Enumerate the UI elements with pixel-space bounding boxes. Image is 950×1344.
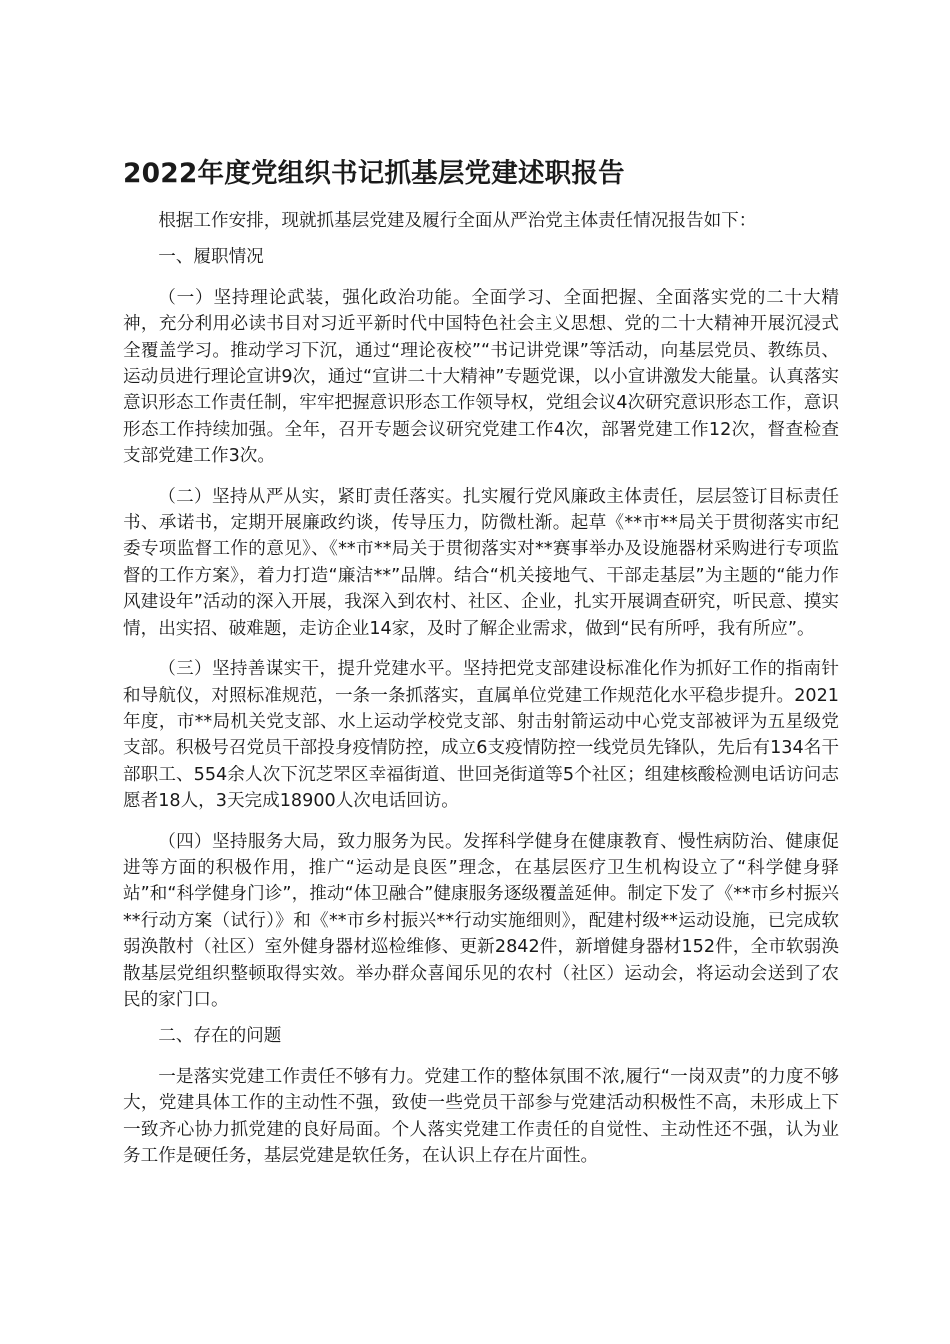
paragraph-discipline: （二）坚持从严从实，紧盯责任落实。扎实履行党风廉政主体责任，层层签订目标责任书、承诺书，定期开展廉政约谈，传导压力，防微杜渐。起草《**市**局关于贯彻落实市纪委专项监督工作的意见》、《**市**局关于贯彻落实对**赛事举办及设施器材采购进行专项监督的工作方案》，着力打造“廉洁**”品牌。结合“机关接地气、干部走基层”为主题的“能力作风建设年”活动的深入开展，我深入到农村、社区、企业，扎实开展调查研究，听民意、摸实情，出实招、破难题，走访企业14家，及时了解企业需求，做到“民有所呼，我有所应”。 (123, 486, 839, 639)
paragraph-problem-one: 一是落实党建工作责任不够有力。党建工作的整体氛围不浓,履行“一岗双责”的力度不够大，党建具体工作的主动性不强，致使一些党员干部参与党建活动积极性不高，未形成上下一致齐心协力抓党建的良好局面。个人落实党建工作责任的自觉性、主动性还不强，认为业务工作是硬任务，基层党建是软任务，在认识上存在片面性。 (123, 1066, 839, 1166)
paragraph-party-building: （三）坚持善谋实干，提升党建水平。坚持把党支部建设标准化作为抓好工作的指南针和导航仪，对照标准规范，一条一条抓落实，直属单位党建工作规范化水平稳步提升。2021年度，市**局机关党支部、水上运动学校党支部、射击射箭运动中心党支部被评为五星级党支部。积极号召党员干部投身疫情防控，成立6支疫情防控一线党员先锋队，先后有134名干部职工、554余人次下沉芝罘区幸福街道、世回尧街道等5个社区；组建核酸检测电话访问志愿者18人，3天完成18900人次电话回访。 (123, 659, 839, 812)
paragraph-theory: （一）坚持理论武装，强化政治功能。全面学习、全面把握、全面落实党的二十大精神，充分利用必读书目对习近平新时代中国特色社会主义思想、党的二十大精神开展沉浸式全覆盖学习。推动学习下沉，通过“理论夜校”“书记讲党课”等活动，向基层党员、教练员、运动员进行理论宣讲9次，通过“宣讲二十大精神”专题党课，以小宣讲激发大能量。认真落实意识形态工作责任制，牢牢把握意识形态工作领导权，党组会议4次研究意识形态工作，意识形态工作持续加强。全年，召开专题会议研究党建工作4次，部署党建工作12次，督查检查支部党建工作3次。 (123, 287, 839, 467)
section-heading-duties: 一、履职情况 (158, 247, 264, 268)
section-heading-problems: 二、存在的问题 (158, 1026, 282, 1047)
paragraph-service: （四）坚持服务大局，致力服务为民。发挥科学健身在健康教育、慢性病防治、健康促进等方面的积极作用，推广“运动是良医”理念，在基层医疗卫生机构设立了“科学健身驿站”和“科学健身门诊”，推动“体卫融合”健康服务逐级覆盖延伸。制定下发了《**市乡村振兴**行动方案（试行）》和《**市乡村振兴**行动实施细则》，配建村级**运动设施，已完成软弱涣散村（社区）室外健身器材巡检维修、更新2842件，新增健身器材152件，全市软弱涣散基层党组织整顿取得实效。举办群众喜闻乐见的农村（社区）运动会，将运动会送到了农民的家门口。 (123, 831, 839, 1010)
intro-paragraph: 根据工作安排，现就抓基层党建及履行全面从严治党主体责任情况报告如下： (158, 211, 757, 231)
document-title: 2022年度党组织书记抓基层党建述职报告 (123, 158, 625, 189)
document-page (123, 150, 839, 1169)
